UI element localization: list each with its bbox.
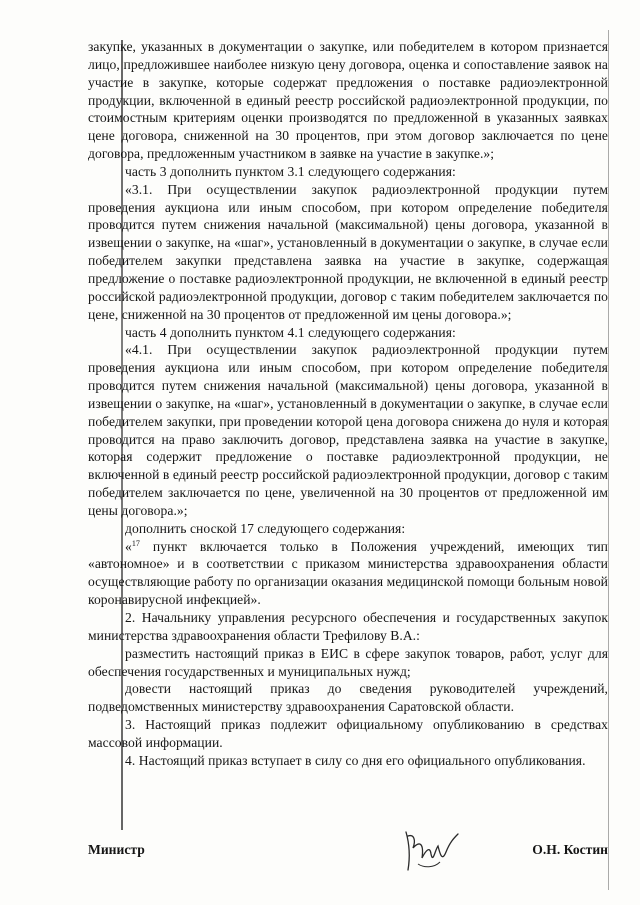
paragraph: 4. Настоящий приказ вступает в силу со дня его официального опубликования. [125,752,586,768]
signature-block [88,834,608,864]
footnote-text: пункт включается только в Положения учреждений, имеющих тип «автономное» и в соответствии с приказом министерства здравоохранения области осуществляющие работу по организации оказания медицинской помощи больным новой коронавирусной инфекцией». [88,538,608,608]
signatory-title: Министр [88,842,145,857]
handwritten-signature [400,824,462,876]
footnote-mark: 17 [131,538,140,548]
paragraph: часть 4 дополнить пунктом 4.1 следующего содержания: [125,324,456,340]
footnote-open-quote: « [125,538,132,554]
footnote-paragraph [88,538,608,609]
paragraph: разместить настоящий приказ в ЕИС в сфере закупок товаров, работ, услуг для обеспечения государственных и муниципальных нужд; [88,645,608,679]
order-body-text [88,38,608,770]
paragraph: 2. Начальнику управления ресурсного обеспечения и государственных закупок министерства здравоохранения области Трефилову В.А.: [88,610,608,643]
paragraph: закупке, указанных в документации о закупке, или победителем в котором признается лицо, предложившее наиболее низкую цену договора, оценка и сопоставление заявок на участие в закупке, которые содержат предложения о поставке радиоэлектронной продукции, включенной в единый реестр российской радиоэлектронной продукции, по стоимостным критериям оценки производятся по предложенной в указанных заявках цене договора, сниженной на 30 процентов, при этом договор заключается по цене договора, предложенным участником в заявке на участие в закупке.»; [88,39,608,162]
paragraph: дополнить сноской 17 следующего содержания: [125,520,406,536]
paragraph: довести настоящий приказ до сведения руководителей учреждений, подведомственных министерству здравоохранения Саратовской области. [88,681,608,715]
paragraph: часть 3 дополнить пунктом 3.1 следующего содержания: [125,163,456,179]
paragraph: «3.1. При осуществлении закупок радиоэлектронной продукции путем проведения аукциона или иным способом, при котором определение победителя проводится путем снижения начальной (максимальной) цены договора, указанной в извещении о закупке, на «шаг», установленный в документации о закупке, в случае если победителем закупки представлена заявка на участие в закупке, содержащая предложение о поставке радиоэлектронной продукции, не включенной в единый реестр российской радиоэлектронной продукции, договор с таким победителем заключается по цене, сниженной на 30 процентов от предложенной им цены договора.»; [88,181,608,322]
scan-artifact-line [608,30,609,890]
signatory-name: О.Н. Костин [532,842,608,857]
paragraph: «4.1. При осуществлении закупок радиоэлектронной продукции путем проведения аукциона или иным способом, при котором определение победителя проводится путем снижения начальной (максимальной) цены договора, указанной в извещении о закупке, на «шаг», установленный в документации о закупке, в случае если победителем закупки, при проведении которой цена договора снижена до нуля и которая проводится на право заключить договор, представлена заявка на участие в закупке, которая содержит предложение о поставке радиоэлектронной продукции, не включенной в единый реестр российской радиоэлектронной продукции, договор с таким победителем заключается по цене, увеличенной на 30 процентов от предложенной им цены договора.»; [88,342,608,518]
paragraph: 3. Настоящий приказ подлежит официальному опубликованию в средствах массовой информации. [88,717,608,750]
